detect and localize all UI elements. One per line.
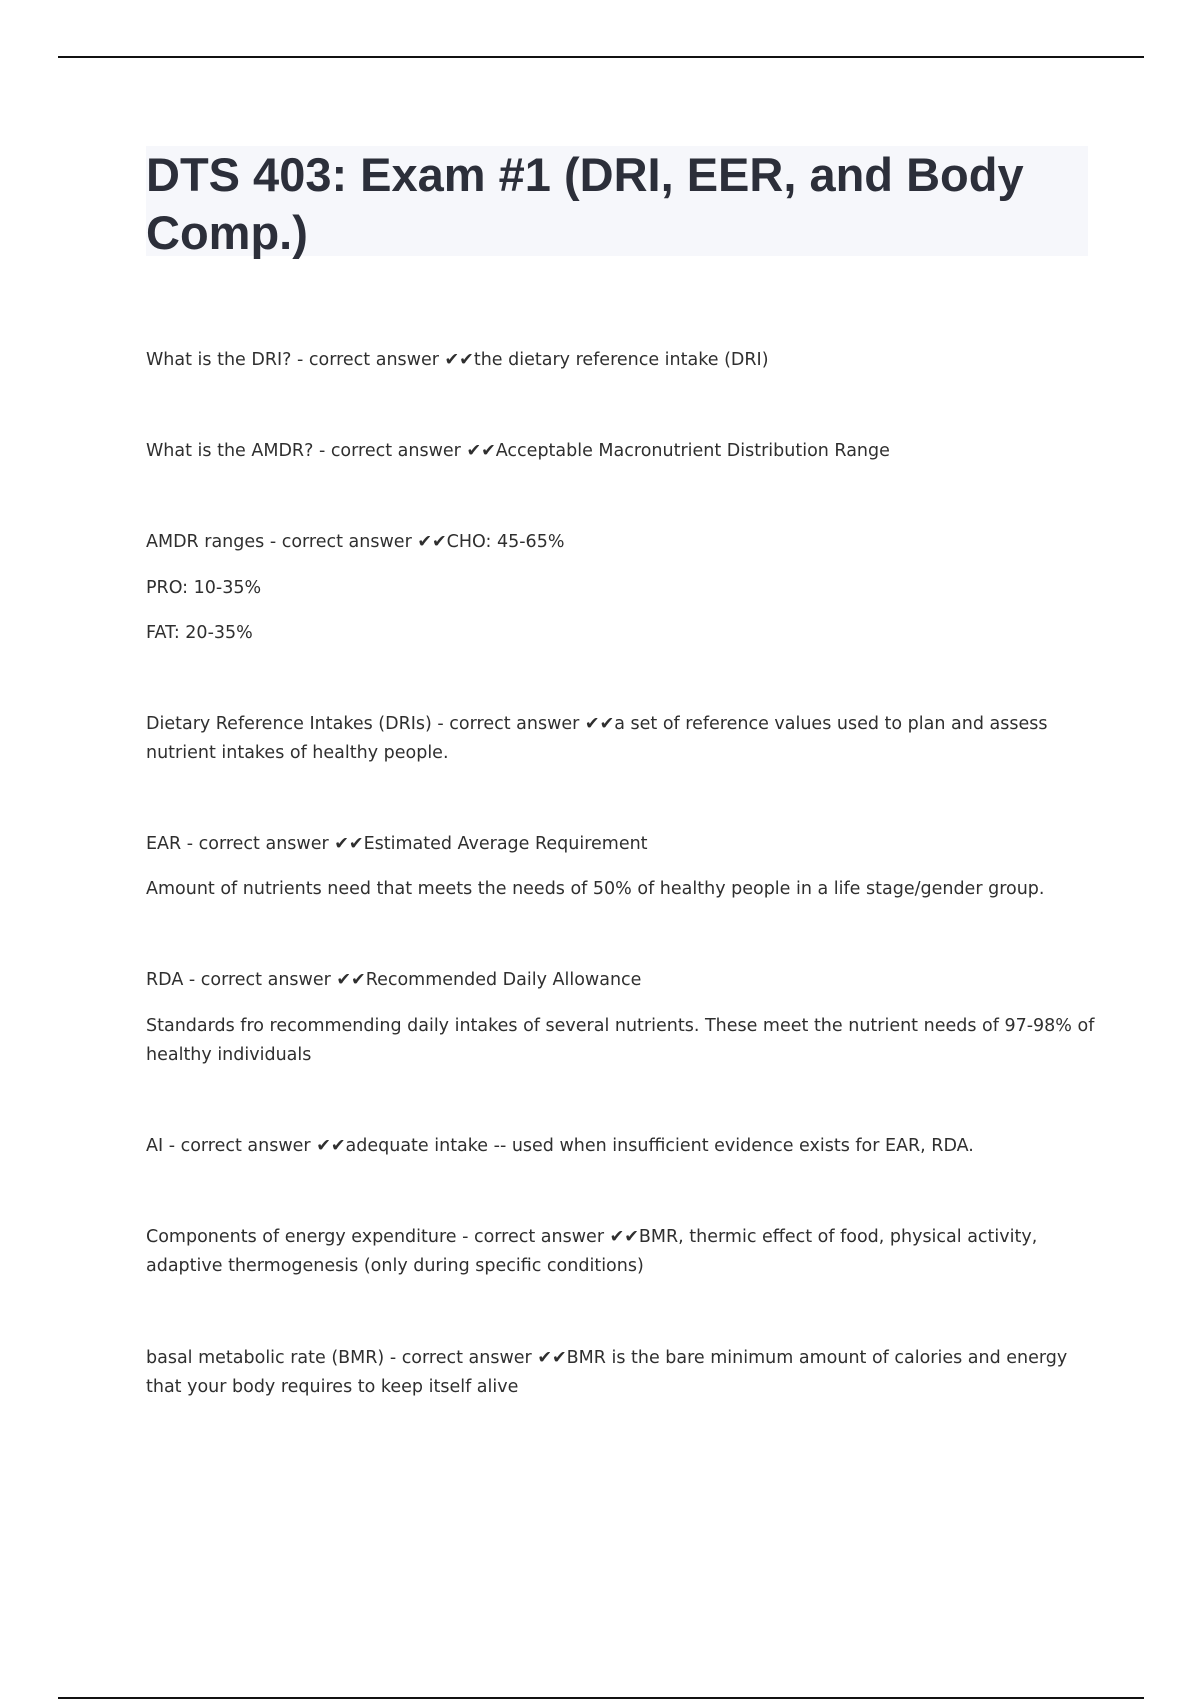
answer-separator: - correct answer <box>384 1348 538 1368</box>
bottom-rule <box>58 1697 1144 1699</box>
question-text: EAR <box>146 834 182 854</box>
answer-extra-line: Amount of nutrients need that meets the needs of 50% of healthy people in a life stage/gender group. <box>146 879 1045 899</box>
answer-text: Recommended Daily Allowance <box>365 970 642 990</box>
answer-extra-line: Standards fro recommending daily intakes of several nutrients. These meet the nutrient needs of 97-98% of healthy individuals <box>146 1016 1095 1065</box>
question-text: Dietary Reference Intakes (DRIs) <box>146 714 432 734</box>
top-rule <box>58 56 1144 58</box>
question-text: Components of energy expenditure <box>146 1227 457 1247</box>
checkmark-icon: ✔✔ <box>609 1227 639 1247</box>
question-text: RDA <box>146 970 184 990</box>
question-text: AI <box>146 1136 164 1156</box>
qa-entry <box>146 437 1096 466</box>
question-text: basal metabolic rate (BMR) <box>146 1348 385 1368</box>
qa-entry <box>146 528 1096 557</box>
checkmark-icon: ✔✔ <box>417 532 447 552</box>
qa-entry <box>146 966 1096 995</box>
answer-separator: - correct answer <box>163 1136 317 1156</box>
qa-entry <box>146 710 1096 768</box>
answer-extra-line: PRO: 10-35% <box>146 578 262 598</box>
qa-entry <box>146 1132 1096 1161</box>
checkmark-icon: ✔✔ <box>444 350 474 370</box>
answer-text: a set of reference values used to plan and assess nutrient intakes of healthy people. <box>146 714 1048 763</box>
question-text: What is the AMDR? <box>146 441 314 461</box>
qa-entry <box>146 346 1096 375</box>
checkmark-icon: ✔✔ <box>466 441 496 461</box>
question-text: What is the DRI? <box>146 350 292 370</box>
checkmark-icon: ✔✔ <box>334 834 364 854</box>
answer-separator: - correct answer <box>181 834 335 854</box>
checkmark-icon: ✔✔ <box>584 714 615 734</box>
answer-separator: - correct answer <box>183 970 337 990</box>
qa-entry <box>146 830 1096 859</box>
answer-extra-line: FAT: 20-35% <box>146 623 253 643</box>
answer-separator: - correct answer <box>264 532 418 552</box>
answer-text: BMR is the bare minimum amount of calories and energy that your body requires to keep itself alive <box>146 1348 1068 1397</box>
answer-separator: - correct answer <box>456 1227 610 1247</box>
qa-entry <box>146 1344 1096 1402</box>
qa-entry <box>146 1223 1096 1281</box>
title-box <box>146 146 1088 259</box>
answer-text: Estimated Average Requirement <box>363 834 648 854</box>
answer-separator: - correct answer <box>313 441 467 461</box>
answer-text: BMR, thermic effect of food, physical activity, adaptive thermogenesis (only during specific conditions) <box>146 1227 1038 1276</box>
answer-text: adequate intake -- used when insufficient evidence exists for EAR, RDA. <box>345 1136 974 1156</box>
answer-separator: - correct answer <box>431 714 585 734</box>
answer-text: the dietary reference intake (DRI) <box>473 350 769 370</box>
answer-text: CHO: 45-65% <box>446 532 565 552</box>
checkmark-icon: ✔✔ <box>537 1348 567 1368</box>
question-text: AMDR ranges <box>146 532 265 552</box>
checkmark-icon: ✔✔ <box>336 970 366 990</box>
answer-text: Acceptable Macronutrient Distribution Range <box>495 441 890 461</box>
answer-separator: - correct answer <box>291 350 445 370</box>
checkmark-icon: ✔✔ <box>316 1136 346 1156</box>
page-title: DTS 403: Exam #1 (DRI, EER, and Body Comp.) <box>146 148 1024 259</box>
